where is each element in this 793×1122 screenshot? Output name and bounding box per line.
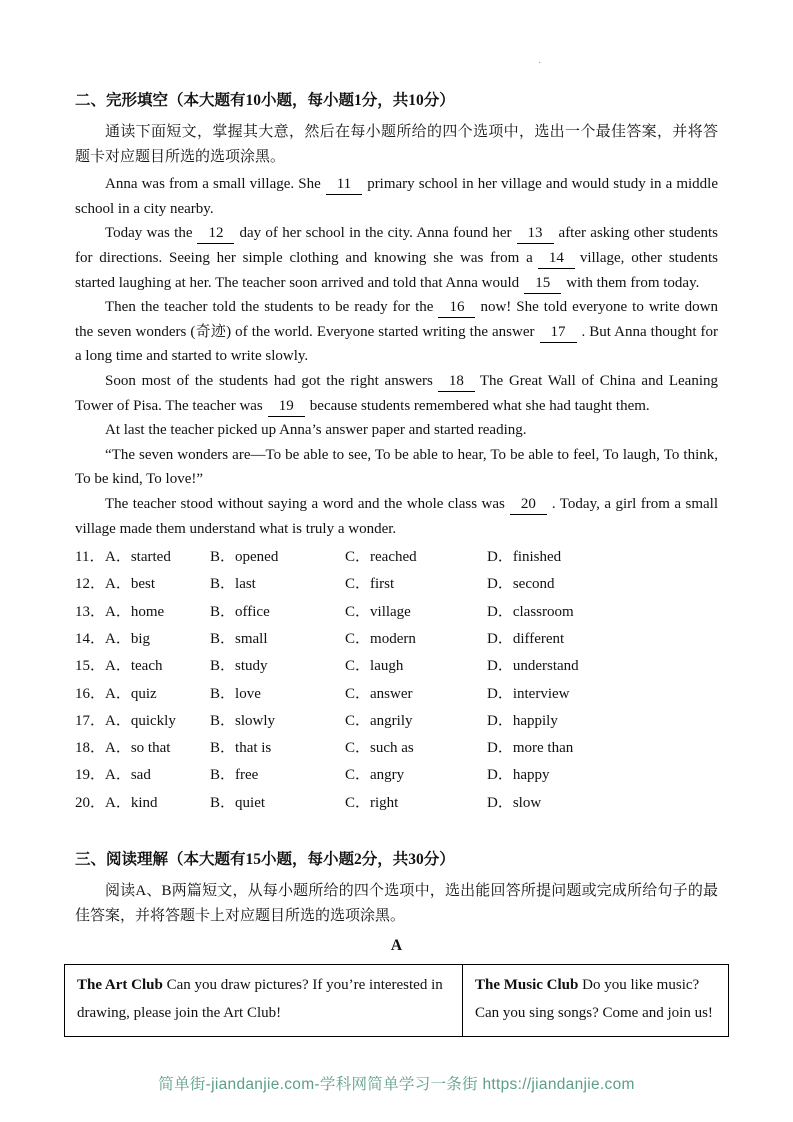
art-club-cell bbox=[65, 965, 463, 1037]
passage-text: . Today, a girl from a small village made them understand what is truly a wonder. bbox=[75, 495, 718, 537]
passage-text: . But Anna thought for a long time and started to write slowly. bbox=[75, 323, 718, 365]
passage-paragraph bbox=[75, 492, 718, 541]
question-row bbox=[75, 599, 579, 626]
passage-paragraph bbox=[75, 221, 718, 295]
cloze-blank-11: 11 bbox=[326, 175, 362, 195]
passage-text: after asking other students for directions. Seeing her simple clothing and knowing she was from a bbox=[75, 225, 718, 266]
passage-paragraph bbox=[75, 172, 718, 221]
footer: 简单街-jiandanjie.com-学科网简单学习一条街 https://jiandanjie.com bbox=[158, 1076, 635, 1093]
option-d: D．finished bbox=[487, 549, 562, 566]
music-club-title: The Music Club bbox=[475, 977, 579, 994]
passage-text: Then the teacher told the students to be ready for the bbox=[105, 299, 434, 316]
option-c: C．answer bbox=[345, 685, 413, 702]
question-row bbox=[75, 571, 579, 598]
question-row bbox=[75, 762, 579, 789]
passage-paragraph bbox=[75, 369, 718, 418]
cloze-blank-12: 12 bbox=[197, 224, 234, 244]
question-number: 11． bbox=[75, 549, 105, 566]
option-d: D．different bbox=[487, 630, 565, 647]
option-b: B．slowly bbox=[210, 712, 276, 729]
cloze-blank-19: 19 bbox=[268, 397, 305, 417]
question-row bbox=[75, 790, 579, 817]
option-a: A．so that bbox=[105, 740, 171, 757]
option-c: C．reached bbox=[345, 549, 417, 566]
passage-text: Today was the bbox=[105, 225, 193, 242]
question-number: 13． bbox=[75, 603, 106, 620]
passage-text: Soon most of the students had got the right answers bbox=[105, 372, 433, 389]
passage-text: with them from today. bbox=[566, 274, 700, 291]
option-c: C．angry bbox=[345, 767, 405, 784]
reading-passage-label: A bbox=[390, 937, 403, 955]
clubs-row bbox=[65, 965, 729, 1037]
reading-instructions: 阅读A、B两篇短文，从每小题所给的四个选项中，选出能回答所提问题或完成所给句子的最佳答案，并将答题卡上对应题目所选的选项涂黑。 bbox=[75, 883, 718, 924]
option-b: B．small bbox=[210, 630, 268, 647]
option-c: C．right bbox=[345, 794, 399, 811]
question-row bbox=[75, 708, 579, 735]
passage-text: village, other students started laughing at her. The teacher soon arrived and told that Anna would bbox=[75, 249, 719, 291]
passage-text: day of her school in the city. Anna found her bbox=[239, 225, 512, 242]
art-club-title: The Art Club bbox=[77, 977, 163, 994]
passage-text: Anna was from a small village. She bbox=[105, 176, 321, 193]
question-number: 16． bbox=[75, 685, 106, 702]
option-c: C．first bbox=[345, 576, 395, 593]
art-club-text: Can you draw pictures? If you’re interested in drawing, please join the Art Club! bbox=[77, 977, 443, 1021]
option-b: B．opened bbox=[210, 549, 279, 566]
passage-paragraph bbox=[75, 295, 718, 369]
option-c: C．such as bbox=[345, 740, 414, 757]
reading-section-title: 三、阅读理解（本大题有15小题，每小题2分，共30分） bbox=[75, 851, 455, 869]
question-number: 18． bbox=[75, 740, 106, 757]
cloze-section-title: 二、完形填空（本大题有10小题，每小题1分，共10分） bbox=[75, 92, 455, 109]
option-d: D．happily bbox=[487, 712, 558, 729]
question-number: 15． bbox=[75, 658, 106, 675]
question-number: 14． bbox=[75, 630, 106, 647]
option-d: D．happy bbox=[487, 767, 550, 784]
cloze-instructions: 通读下面短文，掌握其大意，然后在每小题所给的四个选项中，选出一个最佳答案，并将答题卡对应题目所选的选项涂黑。 bbox=[75, 124, 718, 165]
option-d: D．interview bbox=[487, 685, 570, 702]
cloze-passage bbox=[75, 172, 718, 541]
passage-text: At last the teacher picked up Anna’s answer paper and started reading. bbox=[105, 422, 527, 439]
cloze-blank-20: 20 bbox=[510, 495, 547, 515]
passage-text: now! She told everyone to write down the seven wonders (奇迹) of the world. Everyone started writing the answer bbox=[75, 299, 719, 340]
option-c: C．modern bbox=[345, 630, 416, 647]
question-number: 20． bbox=[75, 794, 106, 811]
passage-paragraph bbox=[75, 443, 718, 492]
cloze-blank-16: 16 bbox=[438, 298, 475, 318]
question-number: 17． bbox=[75, 712, 106, 729]
option-a: A．sad bbox=[105, 767, 151, 784]
cloze-blank-18: 18 bbox=[438, 372, 475, 392]
passage-text: primary school in her village and would study in a middle school in a city nearby. bbox=[75, 176, 718, 217]
question-number: 19． bbox=[75, 767, 106, 784]
option-d: D．slow bbox=[487, 794, 542, 811]
option-b: B．love bbox=[210, 685, 261, 702]
music-club-cell bbox=[463, 965, 729, 1037]
passage-text: because students remembered what she had taught them. bbox=[309, 397, 650, 414]
cloze-blank-15: 15 bbox=[524, 274, 561, 294]
option-b: B．study bbox=[210, 658, 268, 675]
cloze-questions-body bbox=[75, 544, 579, 817]
question-row bbox=[75, 544, 579, 571]
option-c: C．angrily bbox=[345, 712, 413, 729]
question-row bbox=[75, 681, 579, 708]
option-c: C．village bbox=[345, 603, 411, 620]
option-a: A．teach bbox=[105, 658, 163, 675]
option-a: A．quiz bbox=[105, 685, 157, 702]
passage-text: “The seven wonders are—To be able to see, To be able to hear, To be able to feel, To laugh, To think, To be kind, To love!” bbox=[75, 446, 718, 488]
cloze-options-table bbox=[75, 544, 579, 817]
clubs-table bbox=[64, 964, 729, 1037]
option-d: D．more than bbox=[487, 740, 574, 757]
question-row bbox=[75, 626, 579, 653]
option-a: A．best bbox=[105, 576, 156, 593]
passage-text: The teacher stood without saying a word and the whole class was bbox=[105, 495, 505, 512]
option-d: D．second bbox=[487, 576, 555, 593]
option-c: C．laugh bbox=[345, 658, 404, 675]
cloze-blank-13: 13 bbox=[517, 224, 554, 244]
stray-mark: · bbox=[538, 58, 542, 69]
option-a: A．quickly bbox=[105, 712, 176, 729]
passage-paragraph bbox=[75, 418, 718, 443]
option-d: D．understand bbox=[487, 658, 579, 675]
option-b: B．that is bbox=[210, 740, 272, 757]
option-b: B．office bbox=[210, 603, 270, 620]
question-number: 12． bbox=[75, 576, 106, 593]
option-b: B．last bbox=[210, 576, 256, 593]
music-club-text: Do you like music? Can you sing songs? Come and join us! bbox=[475, 977, 713, 1021]
passage-text: The Great Wall of China and Leaning Tower of Pisa. The teacher was bbox=[75, 372, 718, 414]
option-b: B．free bbox=[210, 767, 259, 784]
option-a: A．big bbox=[105, 630, 151, 647]
option-b: B．quiet bbox=[210, 794, 266, 811]
cloze-blank-14: 14 bbox=[538, 249, 575, 269]
question-row bbox=[75, 735, 579, 762]
question-row bbox=[75, 653, 579, 680]
option-a: A．home bbox=[105, 603, 165, 620]
option-d: D．classroom bbox=[487, 603, 574, 620]
option-a: A．kind bbox=[105, 794, 158, 811]
cloze-blank-17: 17 bbox=[540, 323, 577, 343]
option-a: A．started bbox=[105, 549, 171, 566]
